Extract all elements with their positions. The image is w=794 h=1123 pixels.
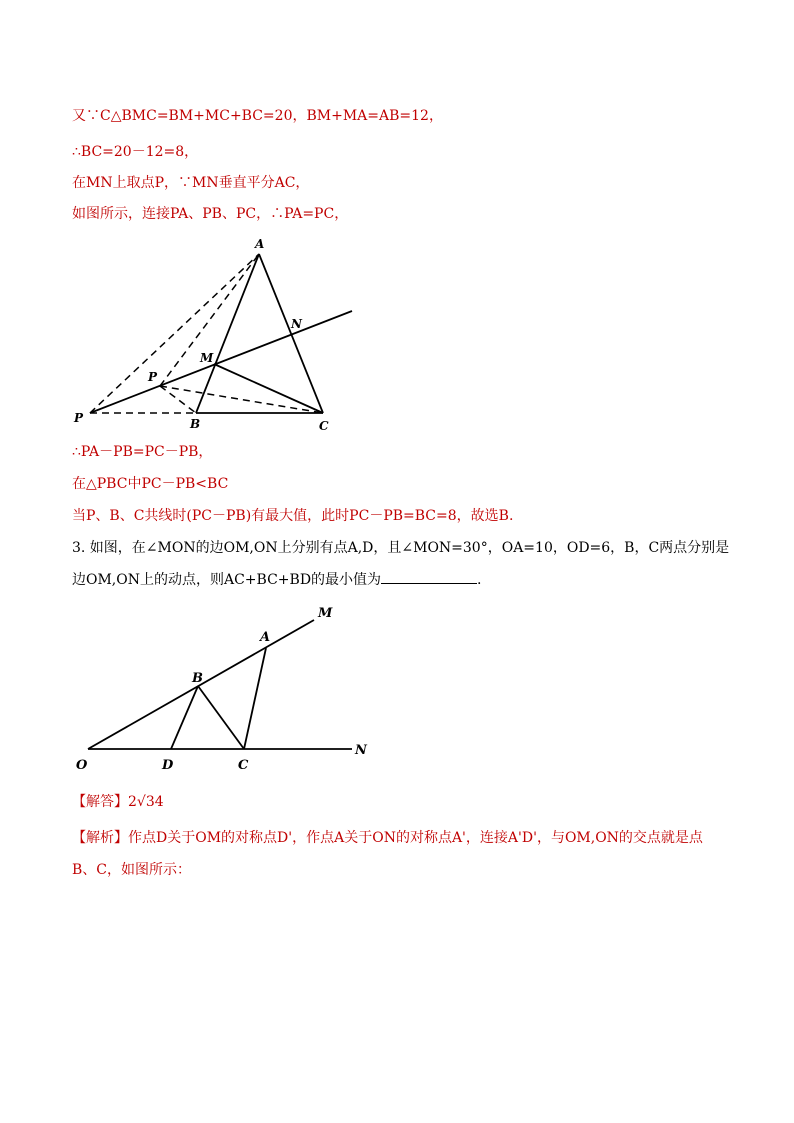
answer-tag: 【解答】 xyxy=(72,794,128,810)
analysis-line-1 xyxy=(72,828,703,848)
label-d: D xyxy=(162,758,174,773)
solution-line-5: ∴PA－PB=PC－PB， xyxy=(72,444,213,460)
problem-3-line-2-text: 边OM,ON上的动点，则AC+BC+BD的最小值为 xyxy=(72,572,382,588)
label-p-inner: P xyxy=(148,370,158,384)
label-a: A xyxy=(255,237,265,251)
problem-3-line-1: 3. 如图，在∠MON的边OM,ON上分别有点A,D，且∠MON=30°，OA=10，OD=6，B，C两点分别是 xyxy=(72,540,730,556)
label-p-outer: P xyxy=(74,411,84,425)
analysis-text-1: 作点D关于OM的对称点D'，作点A关于ON的对称点A'，连接A'D'，与OM,ON的交点就是点 xyxy=(128,830,703,846)
solution-line-7: 当P、B、C共线时(PC－PB)有最大值，此时PC－PB=BC=8，故选B. xyxy=(72,508,514,524)
label-c: C xyxy=(238,758,249,773)
label-b: B xyxy=(190,417,201,431)
analysis-tag: 【解析】 xyxy=(72,830,128,846)
solution-line-6: 在△PBC中PC－PB<BC xyxy=(72,476,229,492)
solution-line-4: 如图所示，连接PA、PB、PC，∴PA=PC， xyxy=(72,206,349,222)
analysis-line-2: B、C，如图所示： xyxy=(72,862,191,878)
answer-line xyxy=(72,792,164,812)
solution-line-3: 在MN上取点P，∵MN垂直平分AC， xyxy=(72,175,310,191)
segment-ac xyxy=(244,648,266,749)
label-b: B xyxy=(192,671,203,686)
label-m: M xyxy=(200,351,214,365)
segment-bd xyxy=(171,686,198,749)
problem-3-line-2-end: . xyxy=(477,572,482,588)
answer-value: 2√34 xyxy=(128,794,164,810)
solution-line-2: ∴BC=20－12=8， xyxy=(72,144,199,160)
label-n: N xyxy=(355,743,367,758)
label-o: O xyxy=(76,758,88,773)
label-a: A xyxy=(260,630,271,645)
label-c: C xyxy=(319,419,329,433)
label-n: N xyxy=(291,317,302,331)
label-m: M xyxy=(318,606,333,621)
solution-line-1: 又∵C△BMC=BM+MC+BC=20，BM+MA=AB=12， xyxy=(72,108,443,124)
segment-bc xyxy=(198,686,244,749)
